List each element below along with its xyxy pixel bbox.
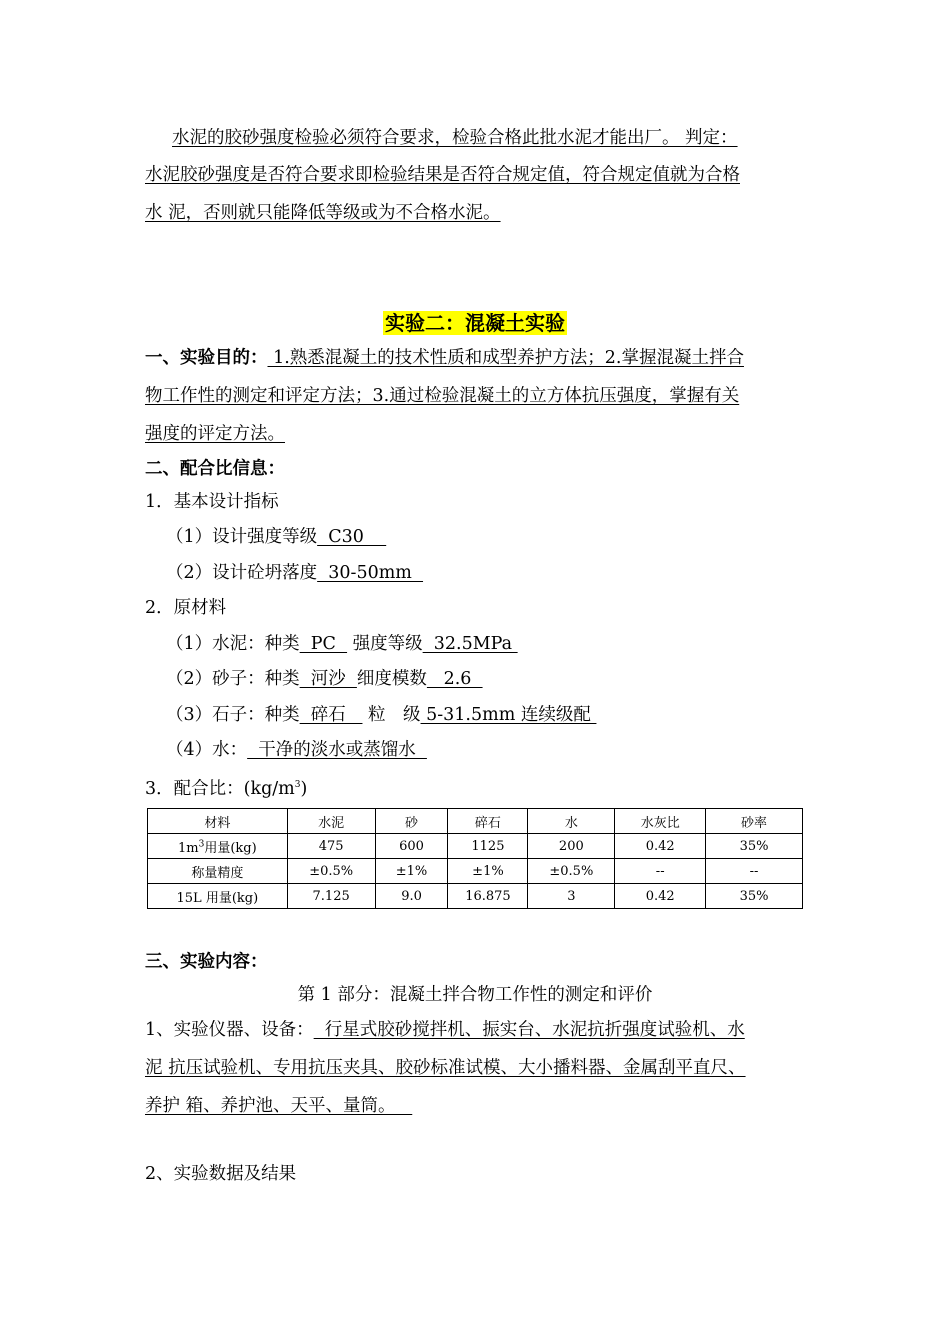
table-cell: 35% <box>706 834 803 859</box>
table-cell: 16.875 <box>448 884 528 909</box>
table-cell: 475 <box>287 834 375 859</box>
table-header-cell: 砂率 <box>706 809 803 834</box>
table-cell: ±1% <box>375 859 448 884</box>
table-cell: ±0.5% <box>287 859 375 884</box>
design-heading: 1．基本设计指标 <box>145 492 279 512</box>
table-cell: 3 <box>528 884 615 909</box>
sand-row <box>166 667 806 691</box>
intro-line-2: 水泥胶砂强度是否符合要求即检验结果是否符合规定值，符合规定值就为合格 <box>145 165 740 185</box>
equipment-text-1: 行星式胶砂搅拌机、振实台、水泥抗折强度试验机、水 <box>313 1020 745 1040</box>
design-slump-row <box>166 561 806 585</box>
row1-label-sup: 3 <box>198 839 205 850</box>
table-cell: 0.42 <box>615 884 706 909</box>
sand-modulus: 2.6 <box>426 669 483 689</box>
sand-type: 河沙 <box>299 669 357 689</box>
table-header-cell: 水 <box>528 809 615 834</box>
stone-row <box>166 703 806 727</box>
intro-line-3: 水 泥，否则就只能降低等级或为不合格水泥。 <box>145 203 501 223</box>
table-header-cell: 水灰比 <box>615 809 706 834</box>
design-strength-row <box>166 525 806 549</box>
equipment-line-3: 养护 箱、养护池、天平、量筒。 <box>145 1096 413 1116</box>
stone-grade: 5-31.5mm 连续级配 <box>420 705 597 725</box>
purpose-line-3: 强度的评定方法。 <box>145 424 285 444</box>
intro-line-1: 水泥的胶砂强度检验必须符合要求，检验合格此批水泥才能出厂。 判定： <box>172 128 738 148</box>
cement-grade-label: 强度等级 <box>347 634 423 654</box>
table-cell: 600 <box>375 834 448 859</box>
table-cell: 9.0 <box>375 884 448 909</box>
water-value: 干净的淡水或蒸馏水 <box>247 740 427 760</box>
table-header-cell: 砂 <box>375 809 448 834</box>
purpose-text-1: 1.熟悉混凝土的技术性质和成型养护方法；2.掌握混凝土拌合 <box>267 348 744 368</box>
water-label: （4）水： <box>166 740 248 760</box>
cement-row <box>166 632 806 656</box>
ratio-heading-prefix: 3．配合比：(kg/m <box>145 778 295 799</box>
equipment-line-2: 泥 抗压试验机、专用抗压夹具、胶砂标准试模、大小播料器、金属刮平直尺、 <box>145 1058 746 1078</box>
row1-label-suffix: 用量(kg) <box>204 840 257 856</box>
cement-type: PC <box>299 634 348 654</box>
data-results-heading: 2、实验数据及结果 <box>145 1164 297 1184</box>
table-cell: 1125 <box>448 834 528 859</box>
table-header-cell: 材料 <box>148 809 288 834</box>
table-cell: -- <box>615 859 706 884</box>
part1-title: 第 1 部分：混凝土拌合物工作性的测定和评价 <box>297 985 653 1005</box>
equipment-line-1 <box>145 1018 807 1042</box>
table-header-cell: 碎石 <box>448 809 528 834</box>
materials-heading: 2．原材料 <box>145 598 227 618</box>
table-cell: 0.42 <box>615 834 706 859</box>
mix-proportion-table <box>147 808 803 909</box>
slump-label: （2）设计砼坍落度 <box>166 563 318 583</box>
slump-value: 30-50mm <box>317 563 424 583</box>
section-title-text: 实验二：混凝土实验 <box>385 311 565 335</box>
ratio-heading <box>145 773 807 801</box>
table-row <box>148 884 803 909</box>
table-header-cell: 水泥 <box>287 809 375 834</box>
strength-value: C30 <box>317 527 387 547</box>
table-cell: ±0.5% <box>528 859 615 884</box>
mix-info-heading: 二、配合比信息： <box>145 459 285 479</box>
table-row-label <box>148 834 288 859</box>
strength-label: （1）设计强度等级 <box>166 527 318 547</box>
table-row-label: 15L 用量(kg) <box>148 884 288 909</box>
table-cell: 35% <box>706 884 803 909</box>
cement-label: （1）水泥：种类 <box>166 634 300 654</box>
water-row <box>166 738 806 762</box>
sand-label: （2）砂子：种类 <box>166 669 300 689</box>
table-row-label: 称量精度 <box>148 859 288 884</box>
sand-modulus-label: 细度模数 <box>356 669 427 689</box>
cement-grade: 32.5MPa <box>422 634 518 654</box>
row1-label-prefix: 1m <box>178 840 199 856</box>
table-header-row <box>148 809 803 834</box>
content-heading: 三、实验内容： <box>145 952 268 972</box>
purpose-heading: 一、实验目的： <box>145 348 268 368</box>
stone-type: 碎石 <box>299 705 363 725</box>
table-row <box>148 859 803 884</box>
purpose-line-2: 物工作性的测定和评定方法；3.通过检验混凝土的立方体抗压强度，掌握有关 <box>145 386 740 406</box>
table-cell: 200 <box>528 834 615 859</box>
ratio-heading-suffix: ) <box>300 778 308 799</box>
section-title <box>0 310 950 336</box>
table-row <box>148 834 803 859</box>
purpose-line-1 <box>145 346 807 370</box>
stone-grade-label: 粒 级 <box>362 705 421 725</box>
table-cell: 7.125 <box>287 884 375 909</box>
ratio-heading-sup: 3 <box>294 780 301 790</box>
stone-label: （3）石子：种类 <box>166 705 300 725</box>
equipment-label: 1、实验仪器、设备： <box>145 1020 314 1040</box>
table-cell: ±1% <box>448 859 528 884</box>
table-cell: -- <box>706 859 803 884</box>
